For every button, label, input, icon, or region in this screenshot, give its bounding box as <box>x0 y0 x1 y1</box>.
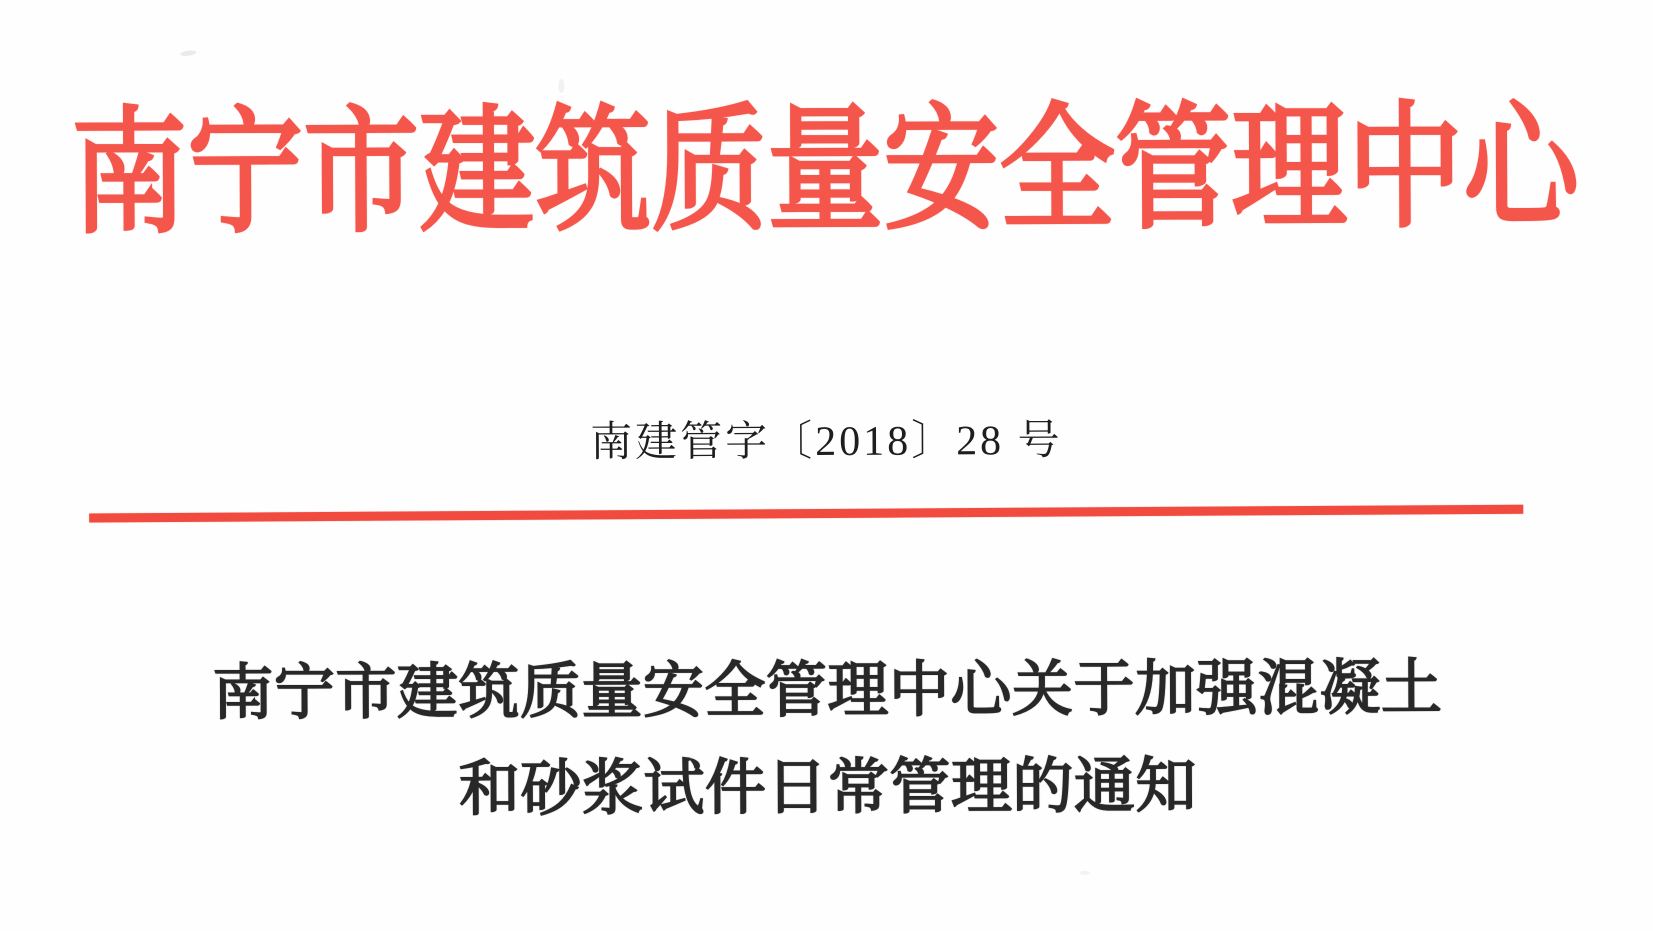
scan-smudge <box>1080 871 1090 875</box>
document-title-line1: 南宁市建筑质量安全管理中心关于加强混凝土 <box>212 655 1443 728</box>
agency-name-masthead: 南宁市建筑质量安全管理中心 <box>70 93 1580 252</box>
red-separator-line <box>89 505 1523 523</box>
scan-smudge <box>180 50 197 57</box>
document-title-line2: 和砂浆试件日常管理的通知 <box>458 753 1198 824</box>
document-title <box>1 639 1653 840</box>
scan-smudge <box>558 79 564 93</box>
document-reference-number: 南建管字〔2018〕28 号 <box>590 417 1063 467</box>
